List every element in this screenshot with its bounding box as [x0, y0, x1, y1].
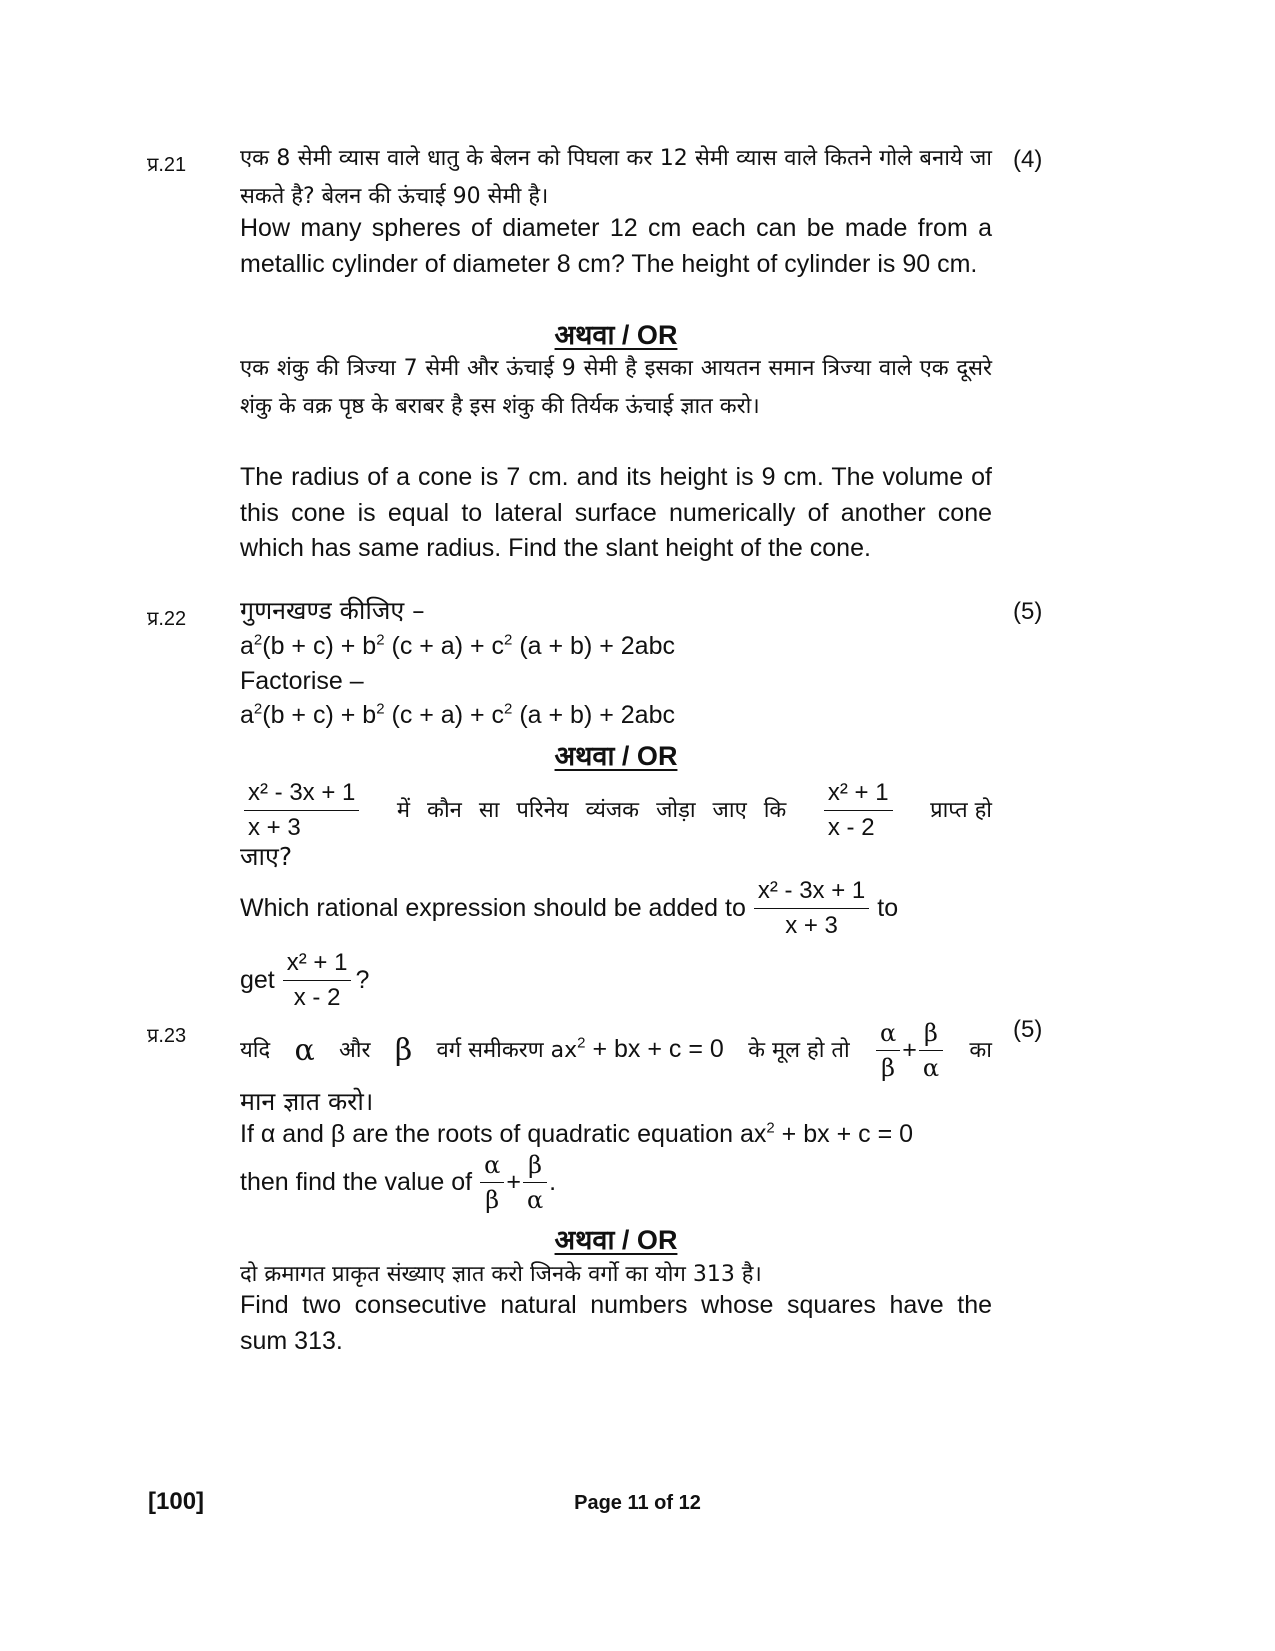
- fraction-line-english: [240, 876, 898, 941]
- fraction: [480, 1150, 504, 1215]
- question-number: प्र.22: [147, 608, 187, 630]
- expr-part: (a + b) + 2abc: [512, 632, 675, 660]
- fraction-numerator: β: [523, 1150, 547, 1183]
- exponent: 2: [504, 631, 513, 649]
- english-text: then find the value of: [240, 1168, 473, 1196]
- expr-part: a: [240, 701, 254, 729]
- or-label: अथवा / OR: [554, 1225, 678, 1255]
- question-text-hindi: गुणनखण्ड कीजिए –: [240, 596, 425, 625]
- hindi-text: प्राप्त हो: [930, 797, 992, 823]
- expr-part: (c + a) + c: [384, 632, 505, 660]
- fraction-numerator: α: [480, 1150, 504, 1183]
- english-text: ?: [355, 966, 370, 994]
- hindi-text: वर्ग समीकरण ax: [436, 1037, 578, 1063]
- expression: [240, 632, 675, 661]
- hindi-text: जाए?: [240, 842, 293, 871]
- exponent: 2: [504, 700, 513, 718]
- equation-rest: + bx + c = 0: [585, 1034, 724, 1063]
- or-divider: [240, 1220, 992, 1257]
- question-line-english: [240, 1150, 556, 1215]
- hindi-text: और: [339, 1037, 371, 1063]
- or-text-english: The radius of a cone is 7 cm. and its height is 9 cm. The volume of this cone is equal to lateral surface numerically of another cone which has same radius. Find the slant height of the cone.: [240, 463, 992, 562]
- question-number: प्र.23: [147, 1025, 187, 1047]
- hindi-text: मान ज्ञात करो।: [240, 1087, 374, 1116]
- english-text-part: If α and β are the roots of quadratic equation ax: [240, 1120, 767, 1148]
- fraction-numerator: x² - 3x + 1: [754, 876, 869, 909]
- fraction: [876, 1018, 900, 1083]
- exponent: 2: [766, 1119, 775, 1137]
- plus-sign: +: [902, 1036, 917, 1064]
- fraction-line-hindi: [240, 778, 992, 843]
- fraction-denominator: α: [922, 1054, 940, 1082]
- expr-part: (b + c) + b: [262, 701, 377, 729]
- alpha-beta-sum: [874, 1018, 945, 1083]
- or-label: अथवा / OR: [554, 741, 678, 771]
- question-number: प्र.21: [147, 154, 187, 176]
- equation: [437, 1032, 724, 1070]
- equation-rest: + bx + c = 0: [774, 1120, 914, 1148]
- page-number: Page 11 of 12: [574, 1492, 701, 1514]
- period: .: [549, 1168, 557, 1196]
- english-text: get: [240, 966, 275, 994]
- question-line-english: [240, 1117, 992, 1153]
- fraction-denominator: β: [881, 1054, 896, 1082]
- or-text-english: Find two consecutive natural numbers whose squares have the sum 313.: [240, 1291, 992, 1355]
- expr-part: (c + a) + c: [384, 701, 505, 729]
- question-marks: (4): [1013, 146, 1043, 173]
- question-marks: (5): [1013, 1016, 1043, 1043]
- paper-code: [100]: [148, 1488, 205, 1515]
- english-text: to: [877, 894, 899, 922]
- question-text-english: How many spheres of diameter 12 cm each can be made from a metallic cylinder of diameter 8 cm? The height of cylinder is 90 cm.: [240, 214, 992, 278]
- fraction-numerator: β: [919, 1018, 943, 1051]
- or-text-hindi: दो क्रमागत प्राकृत संख्याए ज्ञात करो जिनके वर्गो का योग 313 है।: [240, 1262, 762, 1287]
- exponent: 2: [577, 1034, 586, 1052]
- plus-sign: +: [506, 1168, 521, 1196]
- exponent: 2: [253, 700, 263, 718]
- hindi-text: के मूल हो तो: [748, 1037, 850, 1063]
- expression: [240, 701, 675, 730]
- fraction-denominator: x + 3: [248, 814, 301, 841]
- or-divider: [240, 315, 992, 352]
- fraction-numerator: x² + 1: [824, 778, 893, 811]
- fraction: [244, 778, 359, 843]
- hindi-text: यदि: [240, 1037, 271, 1063]
- fraction-line-english: [240, 948, 369, 1013]
- fraction-denominator: α: [526, 1186, 544, 1214]
- hindi-text: में कौन सा परिनेय व्यंजक जोड़ा जाए कि: [396, 797, 787, 823]
- expr-part: (a + b) + 2abc: [512, 701, 675, 729]
- fraction: [523, 1150, 547, 1215]
- english-text: [240, 1117, 913, 1153]
- or-text-hindi: एक शंकु की त्रिज्या 7 सेमी और ऊंचाई 9 सेमी है इसका आयतन समान त्रिज्या वाले एक दूसरे शंकु के वक्र पृष्ठ के बराबर है इस शंकु की तिर्यक ऊंचाई ज्ञात करो।: [240, 356, 992, 419]
- beta-symbol: β: [394, 1033, 413, 1068]
- fraction-numerator: α: [876, 1018, 900, 1051]
- fraction-denominator: x - 2: [827, 814, 875, 841]
- question-text-hindi: एक 8 सेमी व्यास वाले धातु के बेलन को पिघला कर 12 सेमी व्यास वाले कितने गोले बनाये जा सकते है? बेलन की ऊंचाई 90 सेमी है।: [240, 146, 992, 209]
- fraction: [824, 778, 893, 843]
- expr-part: (b + c) + b: [262, 632, 377, 660]
- exponent: 2: [376, 631, 385, 649]
- english-text: Which rational expression should be added to: [240, 894, 746, 922]
- exponent: 2: [376, 700, 385, 718]
- exponent: 2: [253, 631, 263, 649]
- fraction-numerator: x² - 3x + 1: [244, 778, 359, 811]
- question-marks: (5): [1013, 598, 1043, 625]
- hindi-text: का: [969, 1037, 992, 1063]
- question-line-hindi: [240, 1018, 992, 1083]
- or-label: अथवा / OR: [554, 320, 678, 350]
- alpha-symbol: α: [294, 1033, 315, 1068]
- fraction-denominator: β: [485, 1186, 500, 1214]
- question-text-english: Factorise –: [240, 667, 364, 695]
- fraction: [754, 876, 869, 941]
- or-divider: [240, 736, 992, 773]
- fraction-denominator: x + 3: [785, 912, 838, 939]
- fraction-numerator: x² + 1: [283, 948, 352, 981]
- fraction: [919, 1018, 943, 1083]
- fraction: [283, 948, 352, 1013]
- expr-part: a: [240, 632, 254, 660]
- fraction-denominator: x - 2: [293, 984, 341, 1011]
